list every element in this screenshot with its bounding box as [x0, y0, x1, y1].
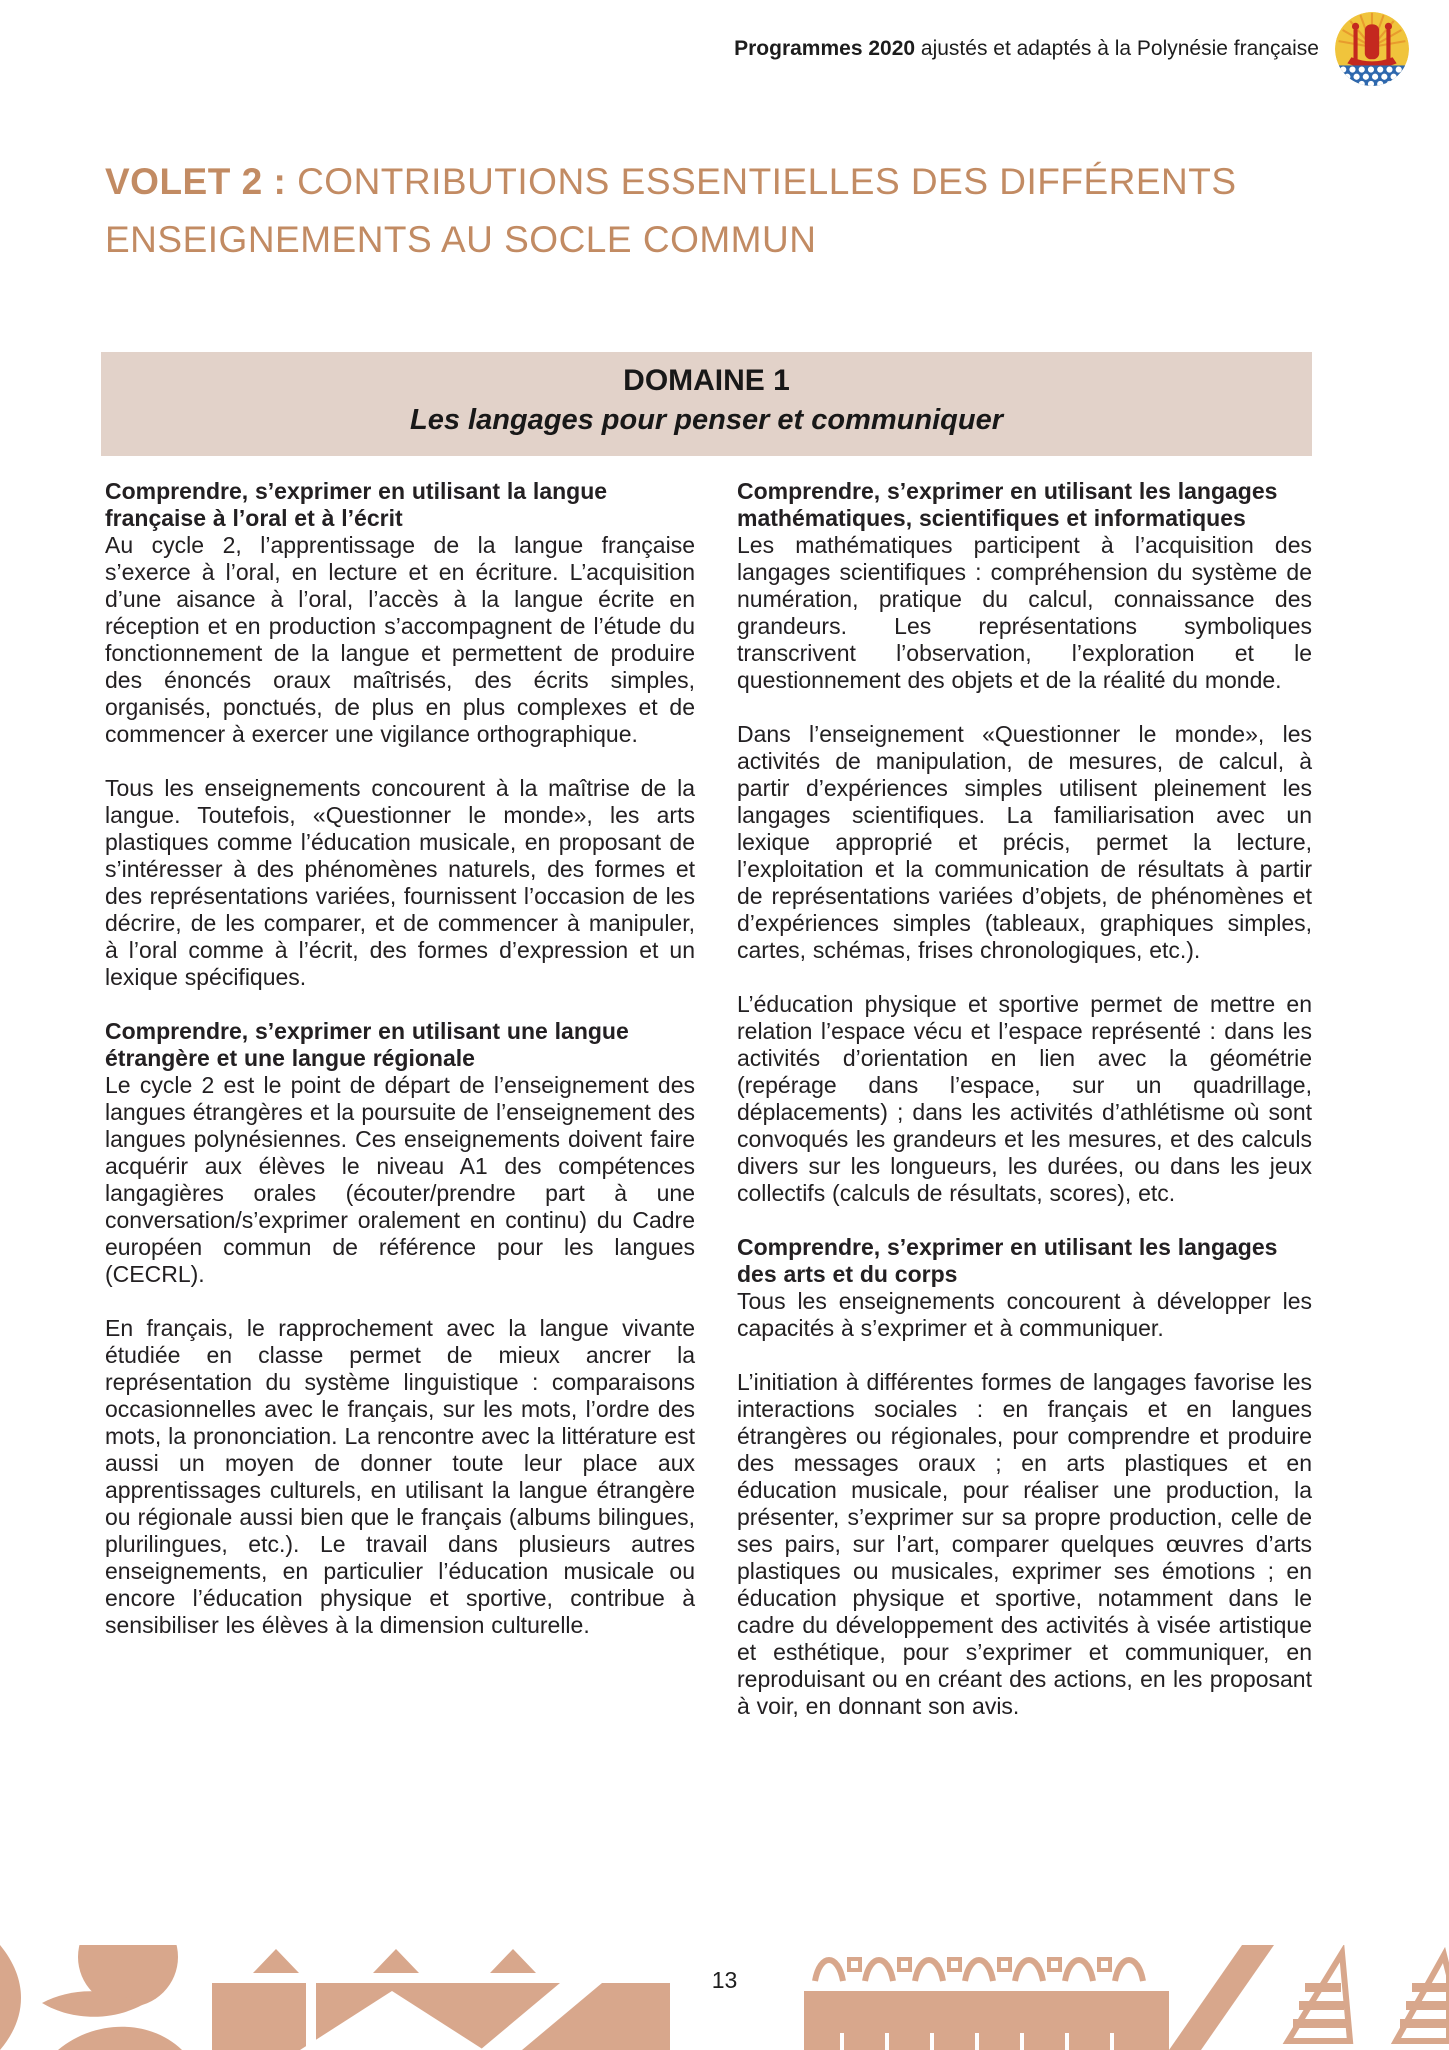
body-paragraph: Le cycle 2 est le point de départ de l’enseignement des langues étrangères et la poursuite de l’enseignement des langues polynésiennes. Ces enseignements doivent faire acquérir aux élèves le niveau A1 des compétences langagières orales (écouter/prendre part à une conversation/s’exprimer oralement en continu) du Cadre européen commun de référence pour les langues (CECRL). [105, 1072, 695, 1287]
body-paragraph: L’éducation physique et sportive permet de mettre en relation l’espace vécu et l’espace représenté : dans les activités d’orientation en lien avec la géométrie (repérage dans l’espace, sur un quadrillage, déplacements) ; dans les activités d’athlétisme où sont convoqués les grandeurs et les mesures, et des calculs divers sur les longueurs, les durées, ou dans les jeux collectifs (calculs de résultats, scores), etc. [737, 991, 1312, 1206]
page-number: 13 [711, 1967, 738, 1993]
right-column [737, 478, 1312, 1747]
body-paragraph: En français, le rapprochement avec la langue vivante étudiée en classe permet de mieux ancrer la représentation du système linguistique : comparaisons occasionnelles avec le français, sur les mots, l’ordre des mots, la prononciation. La rencontre avec la littérature est aussi un moyen de donner toute leur place aux apprentissages culturels, en utilisant la langue étrangère ou régionale aussi bien que le français (albums bilingues, plurilingues, etc.). Le travail dans plusieurs autres enseignements, en particulier l’éducation musicale ou encore l’éducation physique et sportive, contribue à sensibiliser les élèves à la dimension culturelle. [105, 1315, 695, 1638]
header-title-bold: Programmes 2020 [734, 37, 916, 60]
body-paragraph: Dans l’enseignement «Questionner le monde», les activités de manipulation, de mesures, de calcul, à partir d’expériences simples utilisent pleinement les langages scientifiques. La familiarisation avec un lexique approprié et précis, permet la lecture, l’exploitation et la communication de résultats à partir de représentations variées d’objets, de phénomènes et d’expériences simples (tableaux, graphiques simples, cartes, schémas, frises chronologiques, etc.). [737, 721, 1312, 963]
body-paragraph: Tous les enseignements concourent à développer les capacités à s’exprimer et à communiquer. [737, 1288, 1312, 1341]
french-polynesia-emblem-logo-icon [1335, 12, 1409, 86]
page-title [105, 153, 1255, 269]
section-heading: Comprendre, s’exprimer en utilisant une langue étrangère et une langue régionale [105, 1018, 629, 1071]
section-heading: Comprendre, s’exprimer en utilisant les langages des arts et du corps [737, 1234, 1278, 1287]
body-columns [105, 478, 1312, 1747]
tapa-pattern-decoration-icon [0, 1945, 1449, 2050]
page-title-volet: VOLET 2 : [105, 160, 298, 202]
page-title-rest: CONTRIBUTIONS ESSENTIELLES DES DIFFÉRENTS ENSEIGNEMENTS AU SOCLE COMMUN [105, 160, 1237, 260]
body-paragraph: Les mathématiques participent à l’acquisition des langages scientifiques : compréhension du système de numération, pratique du calcul, connaissance des grandeurs. Les représentations symboliques transcrivent l’observation, l’exploration et le questionnement des objets et de la réalité du monde. [737, 532, 1312, 693]
body-paragraph: Au cycle 2, l’apprentissage de la langue française s’exerce à l’oral, en lecture et en écriture. L’acquisition d’une aisance à l’oral, l’accès à la langue écrite en réception et en production s’accompagnent de l’étude du fonctionnement de la langue et permettent de produire des énoncés oraux maîtrisés, des écrits simples, organisés, ponctués, de plus en plus complexes et de commencer à exercer une vigilance orthographique. [105, 532, 695, 747]
header-title [734, 37, 1319, 61]
domain-subtitle: Les langages pour penser et communiquer [409, 404, 1004, 436]
section-heading: Comprendre, s’exprimer en utilisant les langages mathématiques, scientifiques et informatiques [737, 478, 1278, 531]
body-paragraph: L’initiation à différentes formes de langages favorise les interactions sociales : en français et en langues étrangères ou régionales, pour comprendre et produire des messages oraux ; en arts plastiques et en éducation musicale, pour réaliser une production, la présenter, s’exprimer sur sa propre production, celle de ses pairs, sur l’art, comparer quelques œuvres d’arts plastiques ou musicales, exprimer ses émotions ; en éducation physique et sportive, notamment dans le cadre du développement des activités à visée artistique et esthétique, pour s’exprimer et communiquer, en reproduisant ou en créant des actions, en les proposant à voir, en donnant son avis. [737, 1369, 1312, 1719]
page-header [0, 12, 1429, 86]
left-column [105, 478, 695, 1747]
domain-banner [101, 352, 1312, 456]
header-title-rest: ajustés et adaptés à la Polynésie française [915, 37, 1319, 60]
section-heading: Comprendre, s’exprimer en utilisant la langue française à l’oral et à l’écrit [105, 478, 608, 531]
domain-number: DOMAINE 1 [623, 364, 790, 397]
body-paragraph: Tous les enseignements concourent à la maîtrise de la langue. Toutefois, «Questionner le monde», les arts plastiques comme l’éducation musicale, en proposant de s’intéresser à des phénomènes naturels, des formes et des représentations variées, fournissent l’occasion de les décrire, de les comparer, et de commencer à manipuler, à l’oral comme à l’écrit, des formes d’expression et un lexique spécifiques. [105, 775, 695, 990]
